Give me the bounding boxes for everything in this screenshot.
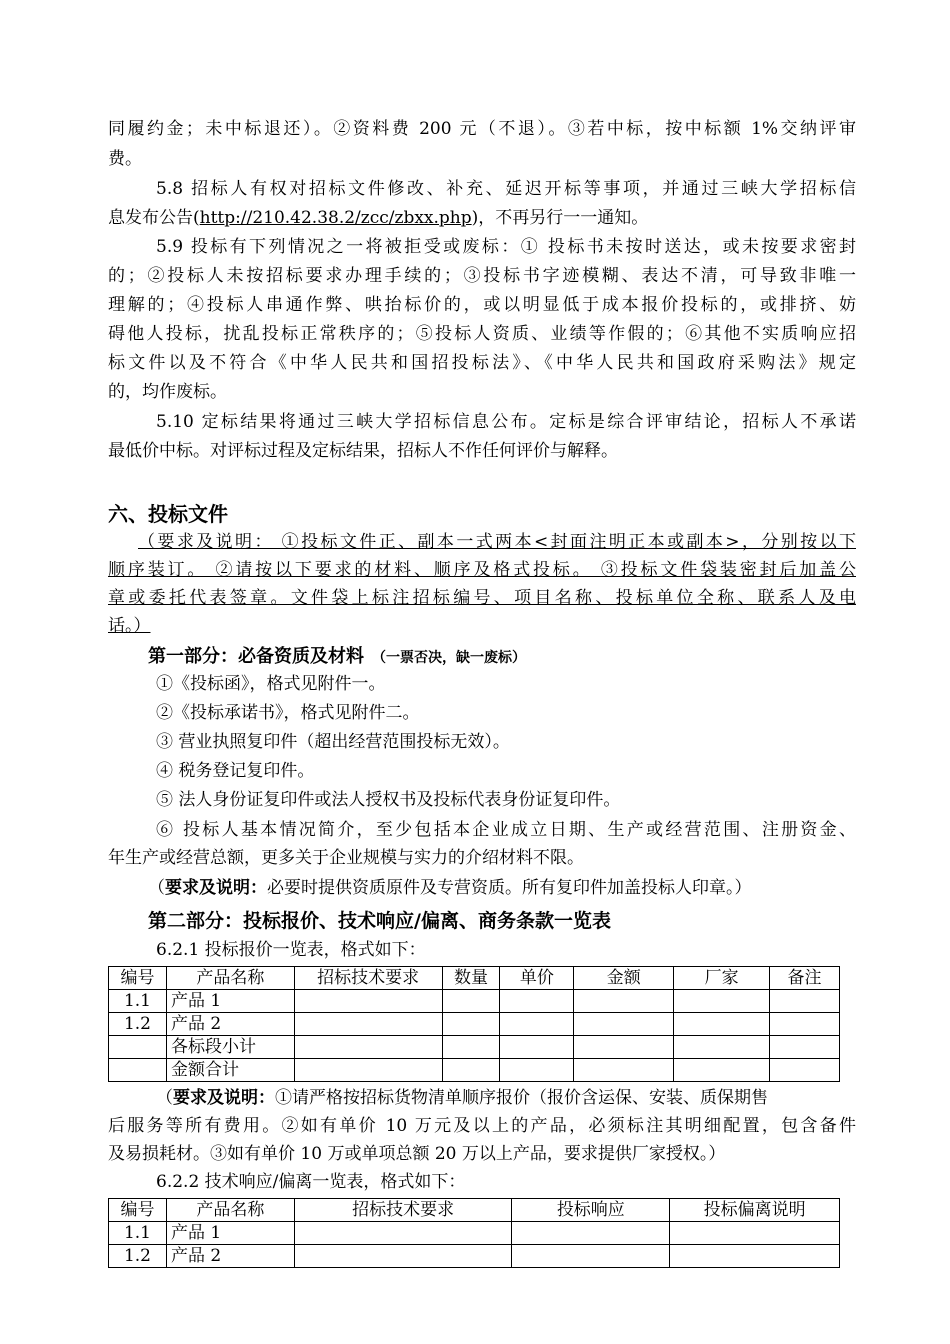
table-cell: 产品 2 (166, 1013, 294, 1036)
column-header: 投标偏离说明 (670, 1199, 840, 1222)
paragraph-line: 章或委托代表签章。文件袋上标注招标编号、项目名称、投标单位全称、联系人及电 (108, 588, 856, 608)
table-cell (500, 1013, 574, 1036)
table-cell (442, 1059, 500, 1082)
section-6-requirements: （要求及说明： ①投标文件正、副本一式两本<封面注明正本或副本>，分别按以下 (138, 532, 856, 552)
table-2-caption: 6.2.2 技术响应/偏离一览表，格式如下： (156, 1172, 466, 1192)
table-row (109, 1036, 840, 1059)
paragraph-line: 的，均作废标。 (108, 382, 227, 402)
table-cell (574, 990, 674, 1013)
paragraph-line: 最低价中标。对评标过程及定标结果，招标人不作任何评价与解释。 (108, 441, 618, 461)
column-header: 编号 (109, 1199, 167, 1222)
table-cell (109, 1036, 167, 1059)
table-cell (674, 1013, 770, 1036)
table-cell (674, 1059, 770, 1082)
table-cell (670, 1222, 840, 1245)
table-cell: 1.2 (109, 1013, 167, 1036)
clause-5-10: 5.10 定标结果将通过三峡大学招标信息公布。定标是综合评审结论，招标人不承诺 (156, 412, 856, 432)
clause-5-8-line2: 息发布公告(http://210.42.38.2/zcc/zbxx.php)，不再另行一一通知。 (108, 208, 649, 228)
column-header: 厂家 (674, 967, 770, 990)
column-header: 编号 (109, 967, 167, 990)
paragraph-line: 费。 (108, 149, 142, 169)
table-cell (442, 1036, 500, 1059)
table-cell (674, 990, 770, 1013)
part-1-heading: 第一部分：必备资质及材料 （一票否决，缺一废标） (148, 646, 526, 667)
table-1-caption: 6.2.1 投标报价一览表，格式如下： (156, 940, 426, 960)
table-cell (512, 1245, 670, 1268)
table-cell: 产品 2 (166, 1245, 294, 1268)
table-cell: 产品 1 (166, 990, 294, 1013)
table-cell (512, 1222, 670, 1245)
table-cell (670, 1245, 840, 1268)
table-cell: 1.1 (109, 990, 167, 1013)
table-cell: 1.1 (109, 1222, 167, 1245)
table-cell (109, 1059, 167, 1082)
table-cell: 产品 1 (166, 1222, 294, 1245)
table-cell (674, 1036, 770, 1059)
table-cell (294, 990, 442, 1013)
table-cell: 金额合计 (166, 1059, 294, 1082)
table-cell (574, 1059, 674, 1082)
column-header: 备注 (770, 967, 840, 990)
paragraph-line: 及易损耗材。③如有单价 10 万或单项总额 20 万以上产品，要求提供厂家授权。） (108, 1144, 726, 1164)
tech-response-table (108, 1198, 840, 1268)
table-row (109, 1222, 840, 1245)
paragraph-line: 年生产或经营总额，更多关于企业规模与实力的介绍材料不限。 (108, 848, 584, 868)
table-cell (500, 1036, 574, 1059)
table-cell (294, 1036, 442, 1059)
table-row (109, 990, 840, 1013)
part-1-item: ①《投标函》，格式见附件一。 (156, 674, 386, 694)
table-cell (500, 990, 574, 1013)
paragraph-line: 顺序装订。 ②请按以下要求的材料、顺序及格式投标。 ③投标文件袋装密封后加盖公 (108, 560, 856, 580)
table-row (109, 1245, 840, 1268)
table-cell (574, 1013, 674, 1036)
table-cell (500, 1059, 574, 1082)
table-cell (294, 1245, 512, 1268)
table-row (109, 1013, 840, 1036)
table-cell (770, 1059, 840, 1082)
table-cell: 1.2 (109, 1245, 167, 1268)
table-cell (442, 990, 500, 1013)
paragraph-line: 同履约金；未中标退还）。②资料费 200 元（不退）。③若中标，按中标额 1%交纳评审 (108, 119, 856, 139)
table-cell (294, 1222, 512, 1245)
column-header: 金额 (574, 967, 674, 990)
paragraph-line: 话。） (108, 616, 151, 636)
part-1-requirements: （要求及说明：必要时提供资质原件及专营资质。所有复印件加盖投标人印章。） (148, 878, 752, 898)
tender-info-link[interactable]: http://210.42.38.2/zcc/zbxx.php (199, 208, 472, 228)
column-header: 招标技术要求 (294, 967, 442, 990)
table-row (109, 1059, 840, 1082)
paragraph-line: 理解的；④投标人串通作弊、哄抬标价的，或以明显低于成本报价投标的，或排挤、妨 (108, 295, 856, 315)
paragraph-line: 标文件以及不符合《中华人民共和国招投标法》、《中华人民共和国政府采购法》规定 (108, 353, 856, 373)
column-header: 数量 (442, 967, 500, 990)
column-header: 产品名称 (166, 967, 294, 990)
table-cell (770, 1036, 840, 1059)
column-header: 招标技术要求 (294, 1199, 512, 1222)
part-1-item: ③ 营业执照复印件（超出经营范围投标无效）。 (156, 732, 510, 752)
paragraph-line: 后服务等所有费用。②如有单价 10 万元及以上的产品，必须标注其明细配置，包含备件 (108, 1116, 856, 1136)
part-1-item: ②《投标承诺书》，格式见附件二。 (156, 703, 420, 723)
bid-price-table (108, 966, 840, 1082)
paragraph-line: 碍他人投标，扰乱投标正常秩序的；⑤投标人资质、业绩等作假的；⑥其他不实质响应招 (108, 324, 856, 344)
part-1-item: ⑤ 法人身份证复印件或法人授权书及投标代表身份证复印件。 (156, 790, 621, 810)
table-cell (574, 1036, 674, 1059)
table-cell (770, 990, 840, 1013)
column-header: 产品名称 (166, 1199, 294, 1222)
part-2-requirements: （要求及说明：①请严格按招标货物清单顺序报价（报价含运保、安装、质保期售 (156, 1088, 768, 1108)
part-1-item: ④ 税务登记复印件。 (156, 761, 315, 781)
paragraph-line: 的；②投标人未按招标要求办理手续的；③投标书字迹模糊、表达不清，可导致非唯一 (108, 266, 856, 286)
table-cell (442, 1013, 500, 1036)
section-6-title: 六、投标文件 (108, 502, 228, 526)
table-cell (294, 1013, 442, 1036)
clause-5-8: 5.8 招标人有权对招标文件修改、补充、延迟开标等事项，并通过三峡大学招标信 (156, 179, 856, 199)
table-cell: 各标段小计 (166, 1036, 294, 1059)
part-2-heading: 第二部分：投标报价、技术响应/偏离、商务条款一览表 (148, 910, 611, 932)
part-1-item-6: ⑥ 投标人基本情况简介，至少包括本企业成立日期、生产或经营范围、注册资金、 (156, 820, 856, 840)
table-cell (770, 1013, 840, 1036)
table-cell (294, 1059, 442, 1082)
column-header: 单价 (500, 967, 574, 990)
clause-5-9: 5.9 投标有下列情况之一将被拒受或废标：① 投标书未按时送达，或未按要求密封 (156, 237, 856, 257)
column-header: 投标响应 (512, 1199, 670, 1222)
